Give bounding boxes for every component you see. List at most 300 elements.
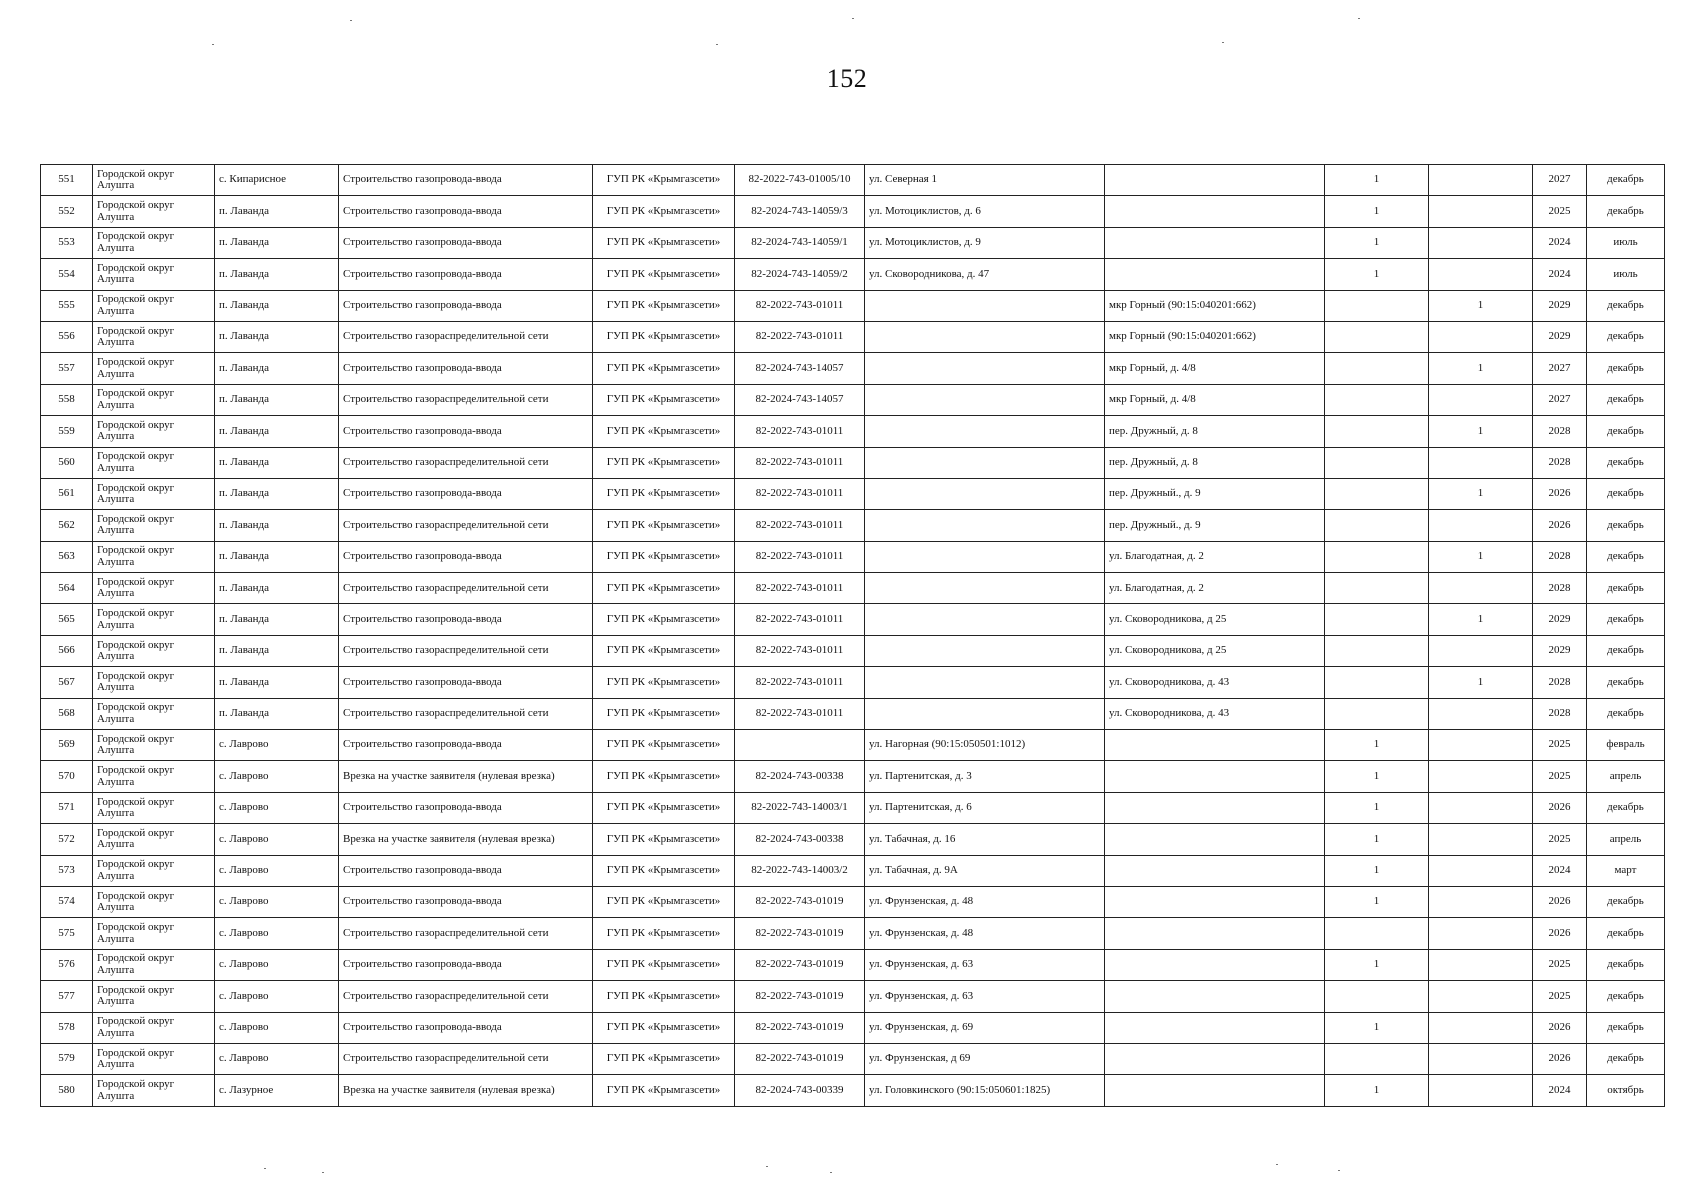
count-alt-cell [1429,259,1533,290]
year-cell: 2025 [1533,949,1587,980]
count-cell: 1 [1325,886,1429,917]
address-cell [865,353,1105,384]
organization-cell: ГУП РК «Крымгазсети» [593,792,735,823]
district-cell: Городской округ Алушта [93,667,215,698]
contract-number-cell: 82-2024-743-14059/1 [735,227,865,258]
count-alt-cell [1429,510,1533,541]
contract-number-cell: 82-2022-743-01011 [735,510,865,541]
work-type-cell: Строительство газопровода-ввода [339,949,593,980]
count-cell: 1 [1325,1012,1429,1043]
month-cell: декабрь [1587,165,1665,196]
scan-speck [322,1172,324,1173]
organization-cell: ГУП РК «Крымгазсети» [593,510,735,541]
row-number-cell: 566 [41,635,93,666]
count-alt-cell: 1 [1429,416,1533,447]
address-alt-cell [1105,824,1325,855]
scan-speck [1358,18,1360,19]
district-cell: Городской округ Алушта [93,918,215,949]
organization-cell: ГУП РК «Крымгазсети» [593,855,735,886]
address-alt-cell: пер. Дружный, д. 8 [1105,447,1325,478]
address-cell: ул. Головкинского (90:15:050601:1825) [865,1075,1105,1106]
year-cell: 2026 [1533,478,1587,509]
count-cell: 1 [1325,824,1429,855]
year-cell: 2026 [1533,1043,1587,1074]
settlement-cell: п. Лаванда [215,478,339,509]
address-cell [865,384,1105,415]
address-cell [865,573,1105,604]
work-type-cell: Врезка на участке заявителя (нулевая врезка) [339,1075,593,1106]
organization-cell: ГУП РК «Крымгазсети» [593,635,735,666]
address-cell [865,478,1105,509]
organization-cell: ГУП РК «Крымгазсети» [593,416,735,447]
contract-number-cell: 82-2022-743-01019 [735,886,865,917]
row-number-cell: 572 [41,824,93,855]
work-type-cell: Строительство газораспределительной сети [339,447,593,478]
contract-number-cell: 82-2022-743-01011 [735,321,865,352]
address-alt-cell: пер. Дружный., д. 9 [1105,478,1325,509]
organization-cell: ГУП РК «Крымгазсети» [593,541,735,572]
address-cell: ул. Партенитская, д. 6 [865,792,1105,823]
table-row [41,761,1665,792]
contract-number-cell: 82-2022-743-01011 [735,573,865,604]
district-cell: Городской округ Алушта [93,886,215,917]
table-row [41,510,1665,541]
table-row [41,855,1665,886]
count-alt-cell [1429,165,1533,196]
work-type-cell: Строительство газопровода-ввода [339,1012,593,1043]
row-number-cell: 558 [41,384,93,415]
scan-speck [1222,42,1224,43]
month-cell: апрель [1587,824,1665,855]
table-row [41,667,1665,698]
count-cell [1325,447,1429,478]
district-cell: Городской округ Алушта [93,259,215,290]
work-type-cell: Строительство газопровода-ввода [339,886,593,917]
count-alt-cell [1429,321,1533,352]
count-cell [1325,1043,1429,1074]
work-type-cell: Строительство газопровода-ввода [339,667,593,698]
district-cell: Городской округ Алушта [93,478,215,509]
count-alt-cell [1429,855,1533,886]
year-cell: 2028 [1533,698,1587,729]
address-alt-cell [1105,1075,1325,1106]
row-number-cell: 563 [41,541,93,572]
organization-cell: ГУП РК «Крымгазсети» [593,981,735,1012]
work-type-cell: Строительство газопровода-ввода [339,855,593,886]
scan-speck [350,20,352,21]
table-row [41,981,1665,1012]
table-row [41,196,1665,227]
contract-number-cell: 82-2024-743-14057 [735,353,865,384]
month-cell: июль [1587,227,1665,258]
count-cell [1325,321,1429,352]
address-alt-cell: ул. Сковородникова, д 25 [1105,635,1325,666]
scan-speck [830,1172,832,1173]
row-number-cell: 575 [41,918,93,949]
organization-cell: ГУП РК «Крымгазсети» [593,698,735,729]
year-cell: 2026 [1533,792,1587,823]
count-cell [1325,981,1429,1012]
count-alt-cell: 1 [1429,478,1533,509]
year-cell: 2024 [1533,855,1587,886]
work-type-cell: Строительство газораспределительной сети [339,698,593,729]
count-cell [1325,604,1429,635]
month-cell: декабрь [1587,918,1665,949]
row-number-cell: 559 [41,416,93,447]
scan-speck [264,1168,266,1169]
address-cell: ул. Фрунзенская, д. 48 [865,918,1105,949]
month-cell: декабрь [1587,1043,1665,1074]
work-type-cell: Строительство газопровода-ввода [339,165,593,196]
work-type-cell: Строительство газопровода-ввода [339,792,593,823]
table-row [41,447,1665,478]
row-number-cell: 577 [41,981,93,1012]
row-number-cell: 567 [41,667,93,698]
month-cell: декабрь [1587,698,1665,729]
settlement-cell: с. Кипарисное [215,165,339,196]
count-cell [1325,698,1429,729]
address-alt-cell [1105,981,1325,1012]
address-alt-cell: ул. Сковородникова, д. 43 [1105,698,1325,729]
year-cell: 2028 [1533,416,1587,447]
year-cell: 2027 [1533,353,1587,384]
month-cell: декабрь [1587,447,1665,478]
district-cell: Городской округ Алушта [93,165,215,196]
row-number-cell: 554 [41,259,93,290]
row-number-cell: 552 [41,196,93,227]
settlement-cell: п. Лаванда [215,604,339,635]
work-type-cell: Строительство газораспределительной сети [339,635,593,666]
address-cell: ул. Фрунзенская, д 69 [865,1043,1105,1074]
table-row [41,792,1665,823]
address-alt-cell: ул. Сковородникова, д. 43 [1105,667,1325,698]
scan-speck [212,44,214,45]
organization-cell: ГУП РК «Крымгазсети» [593,918,735,949]
row-number-cell: 580 [41,1075,93,1106]
work-type-cell: Строительство газораспределительной сети [339,981,593,1012]
address-cell [865,635,1105,666]
count-alt-cell: 1 [1429,667,1533,698]
row-number-cell: 556 [41,321,93,352]
table-row [41,698,1665,729]
settlement-cell: с. Лаврово [215,855,339,886]
month-cell: март [1587,855,1665,886]
table-row [41,1075,1665,1106]
settlement-cell: с. Лаврово [215,918,339,949]
month-cell: декабрь [1587,290,1665,321]
row-number-cell: 574 [41,886,93,917]
organization-cell: ГУП РК «Крымгазсети» [593,353,735,384]
row-number-cell: 561 [41,478,93,509]
address-alt-cell [1105,761,1325,792]
settlement-cell: п. Лаванда [215,290,339,321]
address-alt-cell [1105,949,1325,980]
address-alt-cell [1105,259,1325,290]
table-row [41,886,1665,917]
address-cell: ул. Фрунзенская, д. 69 [865,1012,1105,1043]
year-cell: 2024 [1533,1075,1587,1106]
row-number-cell: 557 [41,353,93,384]
organization-cell: ГУП РК «Крымгазсети» [593,1043,735,1074]
count-cell [1325,384,1429,415]
scan-speck [766,1166,768,1167]
district-cell: Городской округ Алушта [93,792,215,823]
address-alt-cell [1105,730,1325,761]
count-cell: 1 [1325,730,1429,761]
year-cell: 2025 [1533,824,1587,855]
organization-cell: ГУП РК «Крымгазсети» [593,196,735,227]
table-row [41,165,1665,196]
organization-cell: ГУП РК «Крымгазсети» [593,1012,735,1043]
year-cell: 2026 [1533,510,1587,541]
work-type-cell: Строительство газопровода-ввода [339,290,593,321]
district-cell: Городской округ Алушта [93,447,215,478]
year-cell: 2026 [1533,1012,1587,1043]
settlement-cell: п. Лаванда [215,353,339,384]
organization-cell: ГУП РК «Крымгазсети» [593,1075,735,1106]
contract-number-cell: 82-2024-743-00338 [735,824,865,855]
settlement-cell: с. Лаврово [215,949,339,980]
address-cell [865,290,1105,321]
year-cell: 2028 [1533,667,1587,698]
month-cell: декабрь [1587,384,1665,415]
settlement-cell: с. Лаврово [215,981,339,1012]
work-type-cell: Врезка на участке заявителя (нулевая врезка) [339,761,593,792]
count-alt-cell [1429,981,1533,1012]
contract-number-cell: 82-2022-743-14003/2 [735,855,865,886]
count-alt-cell [1429,730,1533,761]
organization-cell: ГУП РК «Крымгазсети» [593,604,735,635]
settlement-cell: п. Лаванда [215,321,339,352]
address-alt-cell [1105,196,1325,227]
count-cell [1325,290,1429,321]
contract-number-cell [735,730,865,761]
work-type-cell: Строительство газораспределительной сети [339,384,593,415]
year-cell: 2028 [1533,541,1587,572]
work-type-cell: Строительство газопровода-ввода [339,416,593,447]
address-alt-cell [1105,227,1325,258]
address-cell [865,604,1105,635]
scan-speck [852,18,854,19]
table-row [41,541,1665,572]
contract-number-cell: 82-2022-743-01019 [735,981,865,1012]
count-alt-cell: 1 [1429,541,1533,572]
work-type-cell: Строительство газопровода-ввода [339,541,593,572]
organization-cell: ГУП РК «Крымгазсети» [593,478,735,509]
count-cell: 1 [1325,227,1429,258]
contract-number-cell: 82-2022-743-01011 [735,290,865,321]
count-alt-cell: 1 [1429,290,1533,321]
settlement-cell: п. Лаванда [215,667,339,698]
address-alt-cell [1105,918,1325,949]
contract-number-cell: 82-2022-743-01011 [735,541,865,572]
month-cell: декабрь [1587,416,1665,447]
address-alt-cell: ул. Благодатная, д. 2 [1105,573,1325,604]
organization-cell: ГУП РК «Крымгазсети» [593,227,735,258]
address-alt-cell: мкр Горный (90:15:040201:662) [1105,321,1325,352]
district-cell: Городской округ Алушта [93,1075,215,1106]
contract-number-cell: 82-2024-743-00339 [735,1075,865,1106]
works-table [40,164,1665,1107]
table-row [41,949,1665,980]
district-cell: Городской округ Алушта [93,604,215,635]
address-alt-cell: мкр Горный (90:15:040201:662) [1105,290,1325,321]
contract-number-cell: 82-2022-743-01011 [735,447,865,478]
address-alt-cell [1105,165,1325,196]
count-alt-cell [1429,761,1533,792]
count-cell [1325,667,1429,698]
table-row [41,353,1665,384]
address-cell [865,510,1105,541]
year-cell: 2025 [1533,196,1587,227]
work-type-cell: Строительство газораспределительной сети [339,573,593,604]
table-row [41,416,1665,447]
settlement-cell: п. Лаванда [215,447,339,478]
year-cell: 2025 [1533,981,1587,1012]
address-cell [865,416,1105,447]
district-cell: Городской округ Алушта [93,196,215,227]
year-cell: 2027 [1533,384,1587,415]
table-row [41,1012,1665,1043]
contract-number-cell: 82-2022-743-01019 [735,1012,865,1043]
month-cell: декабрь [1587,321,1665,352]
settlement-cell: п. Лаванда [215,416,339,447]
district-cell: Городской округ Алушта [93,510,215,541]
count-cell: 1 [1325,855,1429,886]
settlement-cell: п. Лаванда [215,227,339,258]
row-number-cell: 571 [41,792,93,823]
row-number-cell: 570 [41,761,93,792]
settlement-cell: с. Лаврово [215,792,339,823]
address-cell: ул. Мотоциклистов, д. 9 [865,227,1105,258]
count-alt-cell [1429,698,1533,729]
address-cell [865,541,1105,572]
count-alt-cell [1429,227,1533,258]
settlement-cell: п. Лаванда [215,196,339,227]
contract-number-cell: 82-2022-743-01011 [735,635,865,666]
settlement-cell: п. Лаванда [215,510,339,541]
scan-speck [1338,1170,1340,1171]
count-alt-cell: 1 [1429,604,1533,635]
address-alt-cell: пер. Дружный., д. 9 [1105,510,1325,541]
count-alt-cell [1429,573,1533,604]
work-type-cell: Строительство газопровода-ввода [339,478,593,509]
year-cell: 2027 [1533,165,1587,196]
address-alt-cell: ул. Сковородникова, д 25 [1105,604,1325,635]
count-alt-cell [1429,1012,1533,1043]
count-alt-cell [1429,918,1533,949]
organization-cell: ГУП РК «Крымгазсети» [593,321,735,352]
address-alt-cell: ул. Благодатная, д. 2 [1105,541,1325,572]
district-cell: Городской округ Алушта [93,730,215,761]
year-cell: 2024 [1533,259,1587,290]
row-number-cell: 560 [41,447,93,478]
address-alt-cell [1105,855,1325,886]
year-cell: 2029 [1533,321,1587,352]
count-cell [1325,635,1429,666]
count-cell: 1 [1325,196,1429,227]
month-cell: декабрь [1587,353,1665,384]
month-cell: декабрь [1587,604,1665,635]
row-number-cell: 578 [41,1012,93,1043]
year-cell: 2028 [1533,447,1587,478]
work-type-cell: Строительство газораспределительной сети [339,321,593,352]
row-number-cell: 553 [41,227,93,258]
row-number-cell: 562 [41,510,93,541]
contract-number-cell: 82-2024-743-14057 [735,384,865,415]
count-alt-cell [1429,447,1533,478]
table-row [41,478,1665,509]
settlement-cell: с. Лаврово [215,1012,339,1043]
count-cell: 1 [1325,792,1429,823]
organization-cell: ГУП РК «Крымгазсети» [593,667,735,698]
address-alt-cell [1105,1012,1325,1043]
row-number-cell: 579 [41,1043,93,1074]
count-cell [1325,416,1429,447]
district-cell: Городской округ Алушта [93,541,215,572]
work-type-cell: Строительство газопровода-ввода [339,196,593,227]
work-type-cell: Строительство газопровода-ввода [339,604,593,635]
year-cell: 2024 [1533,227,1587,258]
month-cell: февраль [1587,730,1665,761]
contract-number-cell: 82-2022-743-01011 [735,667,865,698]
count-cell [1325,573,1429,604]
count-alt-cell [1429,949,1533,980]
table-row [41,1043,1665,1074]
organization-cell: ГУП РК «Крымгазсети» [593,573,735,604]
address-cell: ул. Мотоциклистов, д. 6 [865,196,1105,227]
address-alt-cell: мкр Горный, д. 4/8 [1105,384,1325,415]
district-cell: Городской округ Алушта [93,1012,215,1043]
organization-cell: ГУП РК «Крымгазсети» [593,949,735,980]
month-cell: декабрь [1587,886,1665,917]
district-cell: Городской округ Алушта [93,761,215,792]
month-cell: декабрь [1587,792,1665,823]
count-alt-cell [1429,1043,1533,1074]
count-cell [1325,510,1429,541]
count-alt-cell [1429,824,1533,855]
address-alt-cell [1105,1043,1325,1074]
count-cell [1325,353,1429,384]
table-row [41,635,1665,666]
organization-cell: ГУП РК «Крымгазсети» [593,886,735,917]
scan-speck [1276,1164,1278,1165]
year-cell: 2025 [1533,761,1587,792]
table-row [41,384,1665,415]
table-row [41,730,1665,761]
count-cell [1325,918,1429,949]
address-cell: ул. Фрунзенская, д. 63 [865,981,1105,1012]
row-number-cell: 564 [41,573,93,604]
year-cell: 2029 [1533,604,1587,635]
organization-cell: ГУП РК «Крымгазсети» [593,259,735,290]
district-cell: Городской округ Алушта [93,384,215,415]
settlement-cell: с. Лаврово [215,761,339,792]
month-cell: декабрь [1587,478,1665,509]
settlement-cell: с. Лаврово [215,730,339,761]
settlement-cell: п. Лаванда [215,635,339,666]
row-number-cell: 555 [41,290,93,321]
work-type-cell: Строительство газопровода-ввода [339,730,593,761]
organization-cell: ГУП РК «Крымгазсети» [593,384,735,415]
year-cell: 2025 [1533,730,1587,761]
settlement-cell: с. Лазурное [215,1075,339,1106]
address-cell: ул. Сковородникова, д. 47 [865,259,1105,290]
count-alt-cell [1429,196,1533,227]
page-number: 152 [826,64,868,93]
count-alt-cell [1429,635,1533,666]
settlement-cell: п. Лаванда [215,541,339,572]
